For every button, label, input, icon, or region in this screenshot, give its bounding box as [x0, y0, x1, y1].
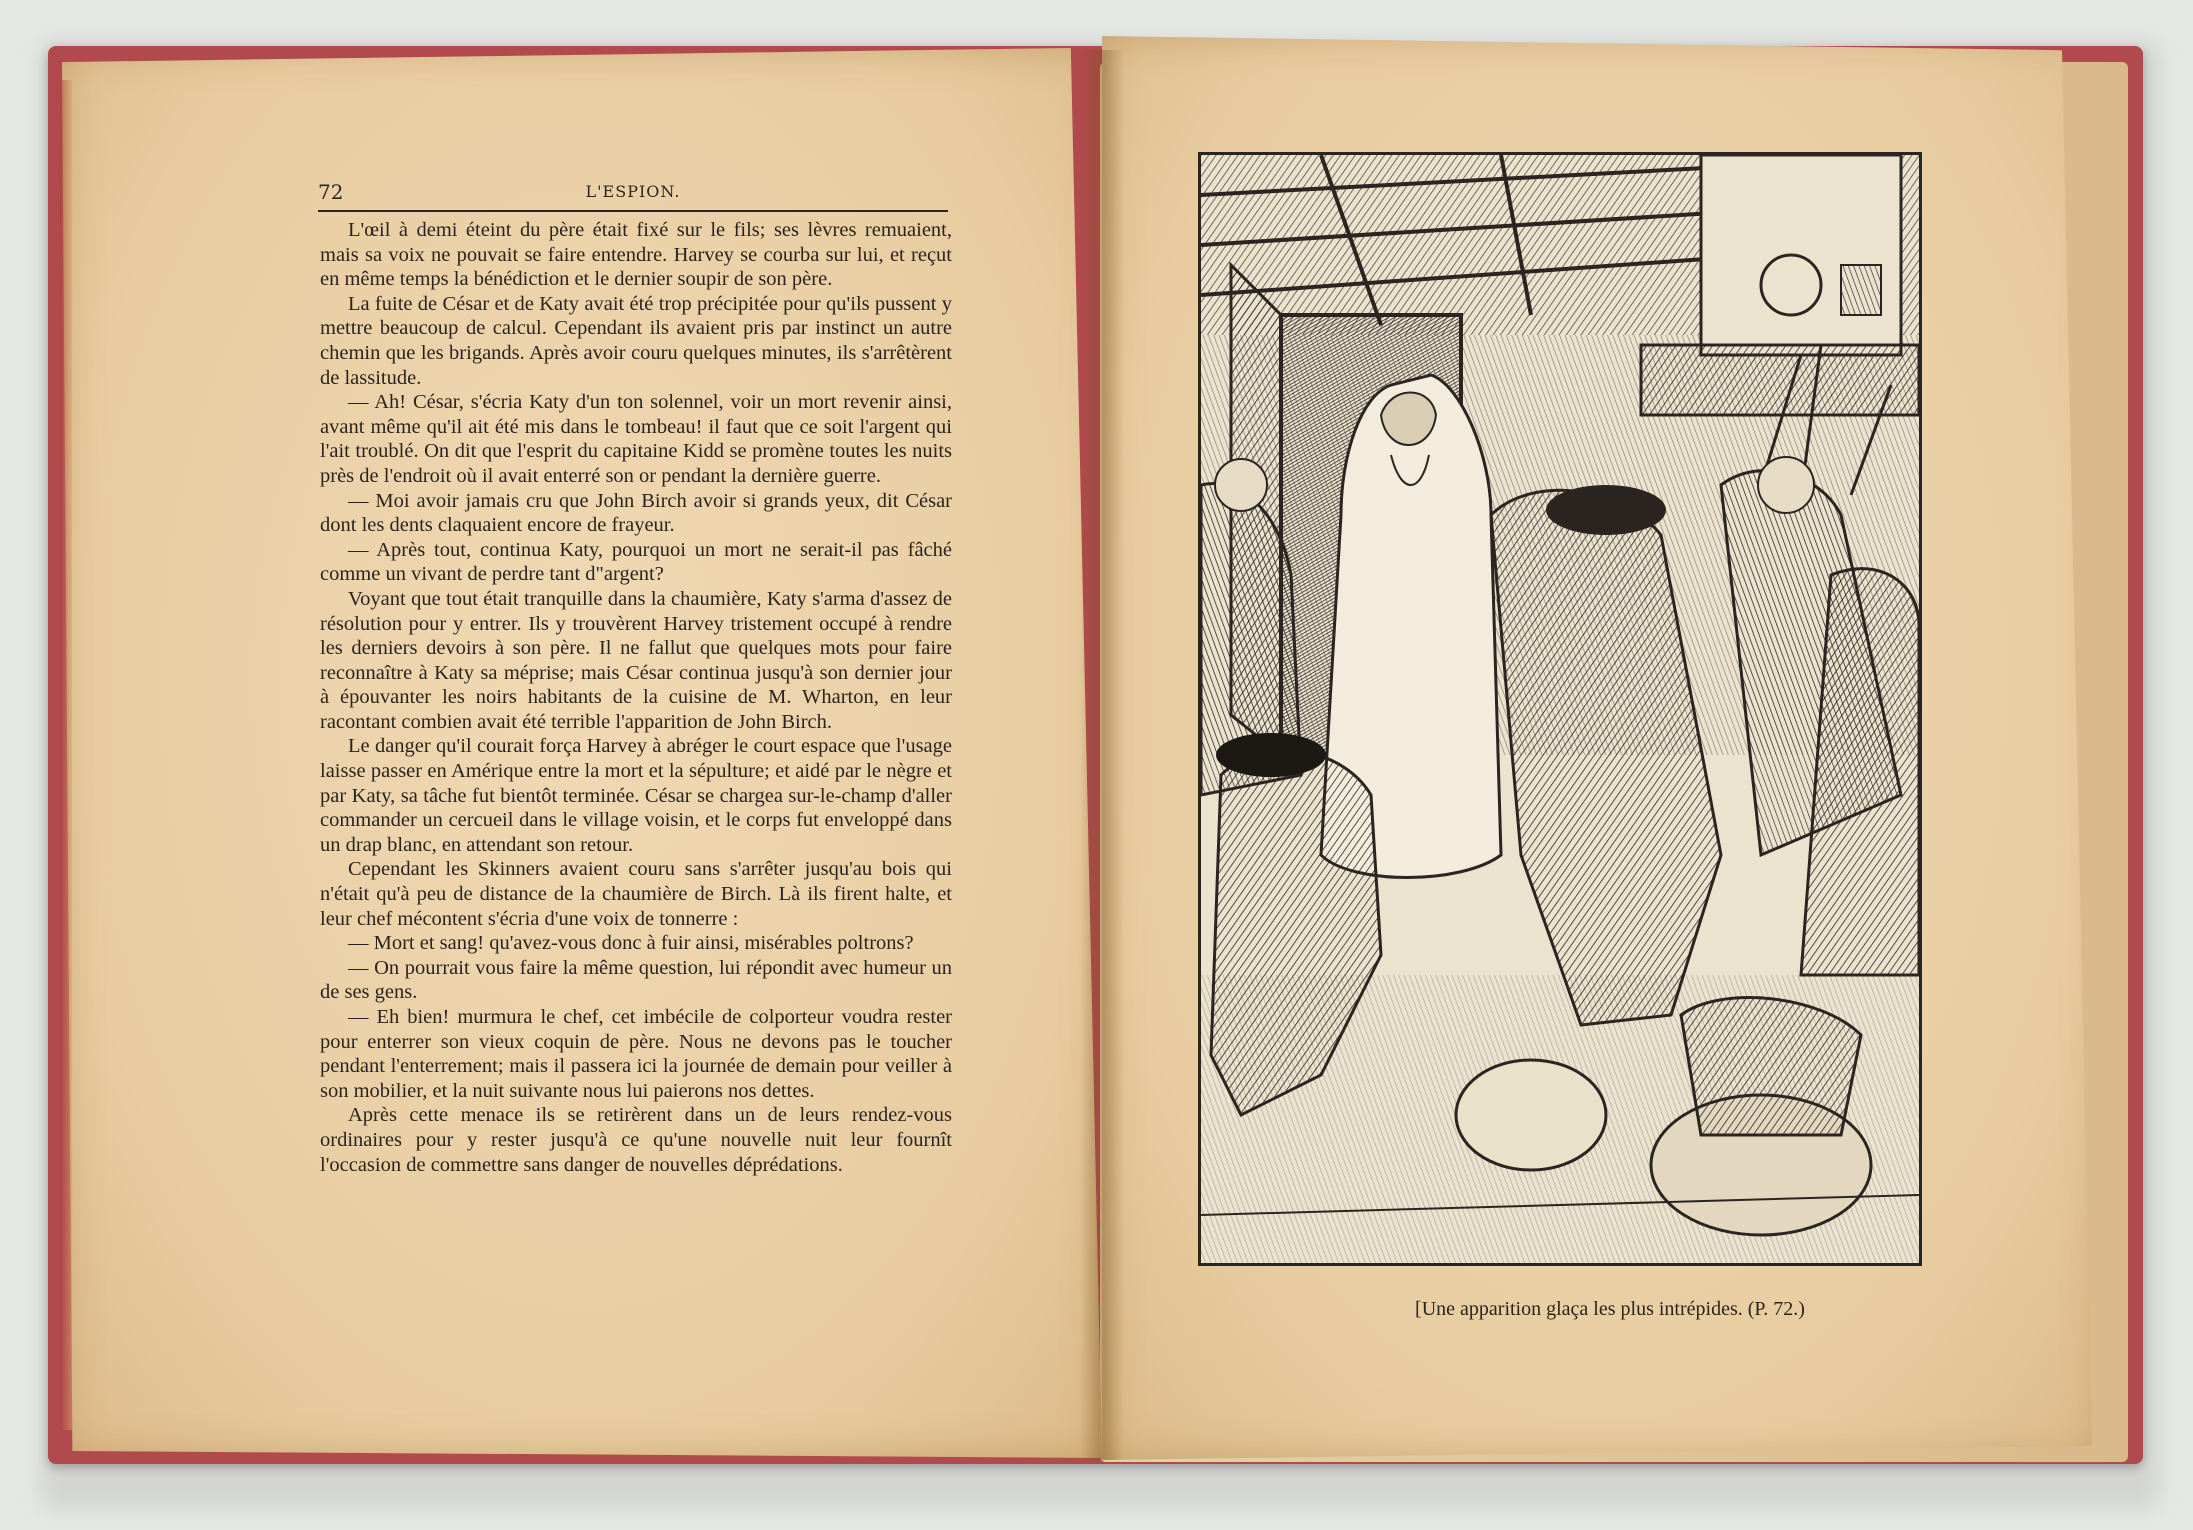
paragraph: — Mort et sang! qu'avez-vous donc à fuir ainsi, misérables poltrons? — [348, 932, 914, 955]
paragraph: — Ah! César, s'écria Katy d'un ton solennel, voir un mort revenir ainsi, avant même qu'il ait été mis dans le tombeau! il faut que ce soit l'argent qui l'ait troublé. On dit que l'esprit du capitaine Kidd se promène toutes les nuits près de l'endroit où il avait enterré son or pendant la dernière guerre. — [320, 391, 952, 487]
paragraph: L'œil à demi éteint du père était fixé sur le fils; ses lèvres remuaient, mais sa voix ne pouvait se faire entendre. Harvey se courba sur lui, et reçut en même temps la bénédiction et le dernier soupir de son père. — [320, 219, 952, 291]
paragraph: — Eh bien! murmura le chef, cet imbécile de colporteur voudra rester pour enterrer son vieux coquin de père. Nous ne devons pas le toucher pendant l'enterrement; mais il passera ici la journée de demain pour veiller à son mobilier, et la nuit suivante nous lui paierons nos dettes. — [320, 1006, 952, 1102]
paragraph: — On pourrait vous faire la même question, lui répondit avec humeur un de ses gens. — [320, 956, 952, 1004]
cover-edge — [60, 80, 72, 1430]
paragraph: Après cette menace ils se retirèrent dans un de leurs rendez-vous ordinaires pour y rester jusqu'à ce qu'une nouvelle nuit leur fournît l'occasion de commettre sans danger de nouvelles déprédations. — [320, 1104, 952, 1176]
running-title: L'ESPION. — [585, 182, 681, 201]
paragraph: Cependant les Skinners avaient couru sans s'arrêter jusqu'au bois qui n'était qu'à peu de distance de la chaumière de Birch. Là ils firent halte, et leur chef mécontent s'écria d'une voix de tonnerre : — [320, 858, 952, 930]
paragraph: — Moi avoir jamais cru que John Birch avoir si grands yeux, dit César dont les dents claquaient encore de frayeur. — [320, 489, 952, 537]
illustration-caption: [Une apparition glaça les plus intrépides. (P. 72.) — [1415, 1298, 1805, 1320]
body-text — [320, 218, 952, 1177]
paragraph: Le danger qu'il courait força Harvey à abréger le court espace que l'usage laisse passer en Amérique entre la mort et la sépulture; et aidé par le nègre et par Katy, sa tâche fut bientôt terminée. César se chargea sur-le-champ d'aller commander un cercueil dans le village voisin, et le corps fut enveloppé dans un drap blanc, en attendant son retour. — [320, 735, 952, 856]
paragraph: La fuite de César et de Katy avait été trop précipitée pour qu'ils pussent y mettre beaucoup de calcul. Cependant ils avaient pris par instinct un autre chemin que les brigands. Après avoir couru quelques minutes, ils s'arrêtèrent de lassitude. — [320, 292, 952, 389]
paragraph: Voyant que tout était tranquille dans la chaumière, Katy s'arma d'assez de résolution pour y entrer. Ils y trouvèrent Harvey tristement occupé à rendre les derniers devoirs à son père. Il ne fallut que quelques mots pour faire reconnaître à Katy sa méprise; mais César continua jusqu'à son dernier jour à épouvanter les noirs habitants de la cuisine de M. Wharton, en leur racontant combien avait été terrible l'apparition de John Birch. — [320, 587, 952, 733]
page-number: 72 — [318, 180, 344, 204]
book-gutter — [1080, 50, 1124, 1460]
paragraph: — Après tout, continua Katy, pourquoi un mort ne serait-il pas fâché comme un vivant de perdre tant d"argent? — [320, 538, 952, 586]
running-head — [318, 180, 948, 212]
engraving-illustration — [1198, 152, 1922, 1266]
